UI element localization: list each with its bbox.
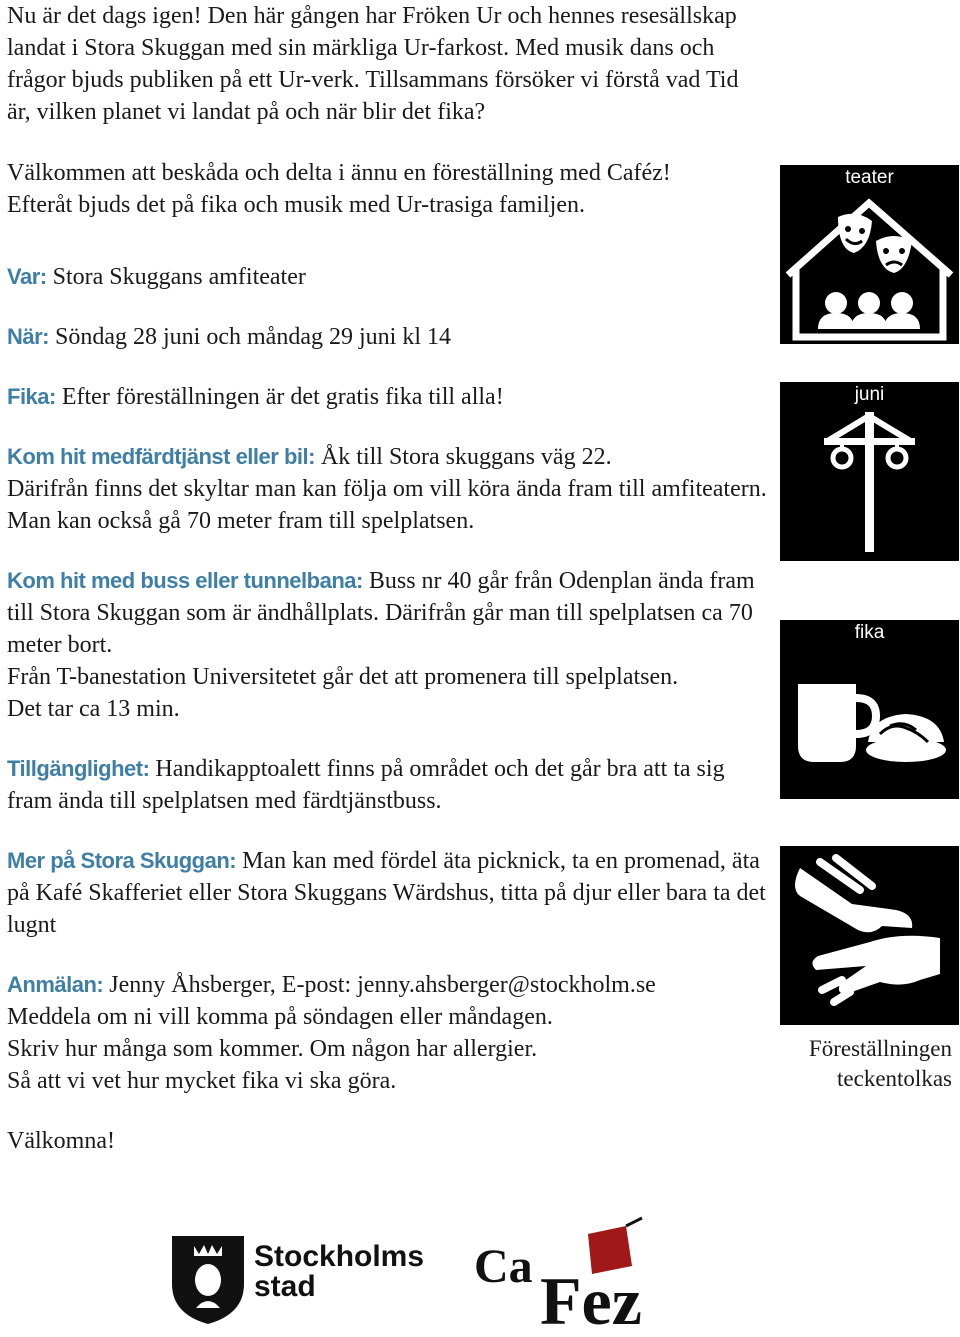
juni-caption: juni xyxy=(854,384,885,405)
info-tillganglighet: Tillgänglighet: Handikapptoalett finns på området och det går bra att ta sig fram ända till spelplatsen med färdtjänstbuss. xyxy=(7,756,725,814)
anmalan-line-4: Så att vi vet hur mycket fika vi ska göra. xyxy=(7,1068,397,1094)
info-buss-2: Från T-banestation Universitetet går det att promenera till spelplatsen. xyxy=(7,664,679,690)
label-nar: När: xyxy=(7,324,50,349)
teater-pictogram xyxy=(780,165,959,344)
valkomna: Välkomna! xyxy=(7,1128,115,1154)
fika-caption: fika xyxy=(854,622,885,643)
intro-paragraph: Nu är det dags igen! Den här gången har Fröken Ur och hennes resesällskap landat i Stora Skuggan med sin märkliga Ur-farkost. Med musik dans och frågor bjuds publiken på ett Ur-verk. Tillsammans försöker vi förstå vad Tid är, vilken planet vi landat på och när blir det fika? xyxy=(7,3,739,125)
info-anmalan: Anmälan: Jenny Åhsberger, E-post: jenny.ahsberger@stockholm.se xyxy=(7,972,656,998)
label-buss: Kom hit med buss eller tunnelbana: xyxy=(7,568,363,593)
info-nar: När: Söndag 28 juni och måndag 29 juni kl 14 xyxy=(7,324,451,350)
fika-pictogram xyxy=(780,620,959,799)
stockholms-stad-logo xyxy=(170,1234,425,1330)
theater-masks-icon xyxy=(780,165,959,344)
label-tillganglighet: Tillgänglighet: xyxy=(7,756,150,781)
label-fika: Fika: xyxy=(7,384,56,409)
teater-caption: teater xyxy=(845,167,894,188)
label-var: Var: xyxy=(7,264,47,289)
label-bil: Kom hit medfärdtjänst eller bil: xyxy=(7,444,315,469)
stockholms-stad-wordmark: Stockholms stad xyxy=(254,1240,425,1303)
maypole-icon xyxy=(780,382,959,561)
coffee-bun-icon xyxy=(780,620,959,799)
info-buss-3: Det tar ca 13 min. xyxy=(7,696,180,722)
info-mer: Mer på Stora Skuggan: Man kan med fördel äta picknick, ta en promenad, äta på Kafé Skafferiet eller Stora Skuggans Wärdshus, titta på djur eller bara ta det lugnt xyxy=(7,848,766,938)
signing-hands-icon xyxy=(780,846,959,1025)
info-fika: Fika: Efter föreställningen är det gratis fika till alla! xyxy=(7,384,504,410)
welcome-line: Välkommen att beskåda och delta i ännu en föreställning med Caféz! xyxy=(7,160,671,186)
juni-pictogram xyxy=(780,382,959,561)
crown-shield-icon xyxy=(170,1234,246,1326)
label-mer: Mer på Stora Skuggan: xyxy=(7,848,237,873)
anmalan-line-2: Meddela om ni vill komma på söndagen eller måndagen. xyxy=(7,1004,553,1030)
cafez-letters-fez: Fez xyxy=(540,1263,642,1332)
info-var: Var: Stora Skuggans amfiteater xyxy=(7,264,306,290)
fez-hat-icon xyxy=(470,1212,710,1332)
cafez-logo xyxy=(470,1212,710,1332)
after-line: Efteråt bjuds det på fika och musik med Ur-trasiga familjen. xyxy=(7,192,586,218)
cafez-letters-ca: Ca xyxy=(474,1240,533,1293)
label-anmalan: Anmälan: xyxy=(7,972,104,997)
sign-language-pictogram xyxy=(780,846,959,1025)
info-bil-2: Därifrån finns det skyltar man kan följa om vill köra ända fram till amfiteatern. Man kan också gå 70 meter fram till spelplatsen. xyxy=(7,476,767,534)
info-buss: Kom hit med buss eller tunnelbana: Buss nr 40 går från Odenplan ända fram till Stora Skuggan som är ändhållplats. Därifrån går man till spelplatsen ca 70 meter bort. xyxy=(7,568,755,658)
info-bil: Kom hit medfärdtjänst eller bil: Åk till Stora skuggans väg 22. xyxy=(7,444,612,470)
sign-language-caption: Föreställningen teckentolkas xyxy=(808,1036,952,1091)
anmalan-line-3: Skriv hur många som kommer. Om någon har allergier. xyxy=(7,1036,538,1062)
main-text xyxy=(7,0,767,1157)
